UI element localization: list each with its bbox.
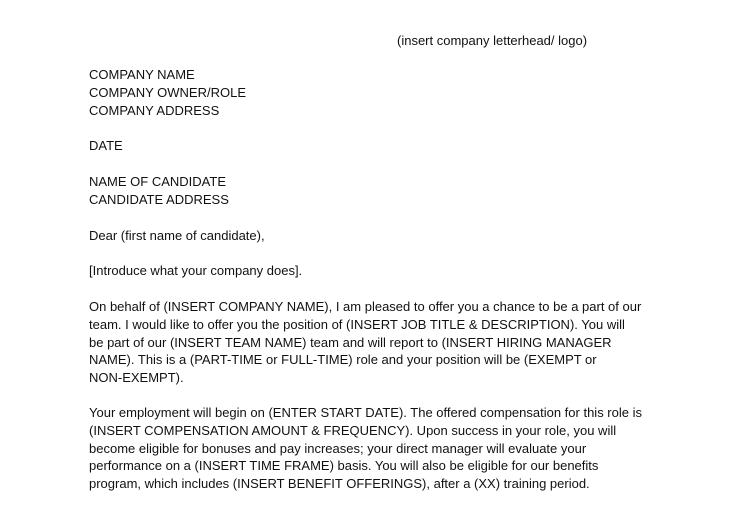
employment-paragraph (89, 404, 689, 493)
company-address: COMPANY ADDRESS (89, 102, 220, 118)
paragraph-line: NON-EXEMPT). (89, 370, 184, 386)
candidate-name: NAME OF CANDIDATE (89, 174, 226, 189)
paragraph-line: performance on a (INSERT TIME FRAME) basis. You will also be eligible for our benefits (89, 458, 599, 474)
paragraph-line: become eligible for bonuses and pay increases; your direct manager will evaluate your (89, 440, 587, 456)
paragraph-line: (INSERT COMPENSATION AMOUNT & FREQUENCY). Upon success in your role, you will (89, 422, 617, 438)
letterhead-placeholder: (insert company letterhead/ logo) (397, 33, 588, 48)
paragraph-line: program, which includes (INSERT BENEFIT OFFERINGS), after a (XX) training period. (89, 476, 590, 492)
company-intro: [Introduce what your company does]. (89, 263, 303, 278)
company-owner-role: COMPANY OWNER/ROLE (89, 84, 246, 100)
offer-paragraph (89, 298, 689, 387)
paragraph-line: team. I would like to offer you the position of (INSERT JOB TITLE & DESCRIPTION). You will (89, 316, 625, 332)
paragraph-line: be part of our (INSERT TEAM NAME) team and will report to (INSERT HIRING MANAGER (89, 334, 612, 350)
letter-date: DATE (89, 138, 123, 153)
paragraph-line: NAME). This is a (PART-TIME or FULL-TIME) role and your position will be (EXEMPT or (89, 352, 597, 368)
company-name: COMPANY NAME (89, 67, 195, 82)
paragraph-line: On behalf of (INSERT COMPANY NAME), I am pleased to offer you a chance to be a part of our (89, 299, 642, 314)
paragraph-line: Your employment will begin on (ENTER START DATE). The offered compensation for this role is (89, 405, 642, 420)
candidate-address: CANDIDATE ADDRESS (89, 191, 229, 207)
company-info-block (89, 66, 246, 119)
candidate-info-block (89, 173, 229, 209)
salutation: Dear (first name of candidate), (89, 228, 265, 243)
